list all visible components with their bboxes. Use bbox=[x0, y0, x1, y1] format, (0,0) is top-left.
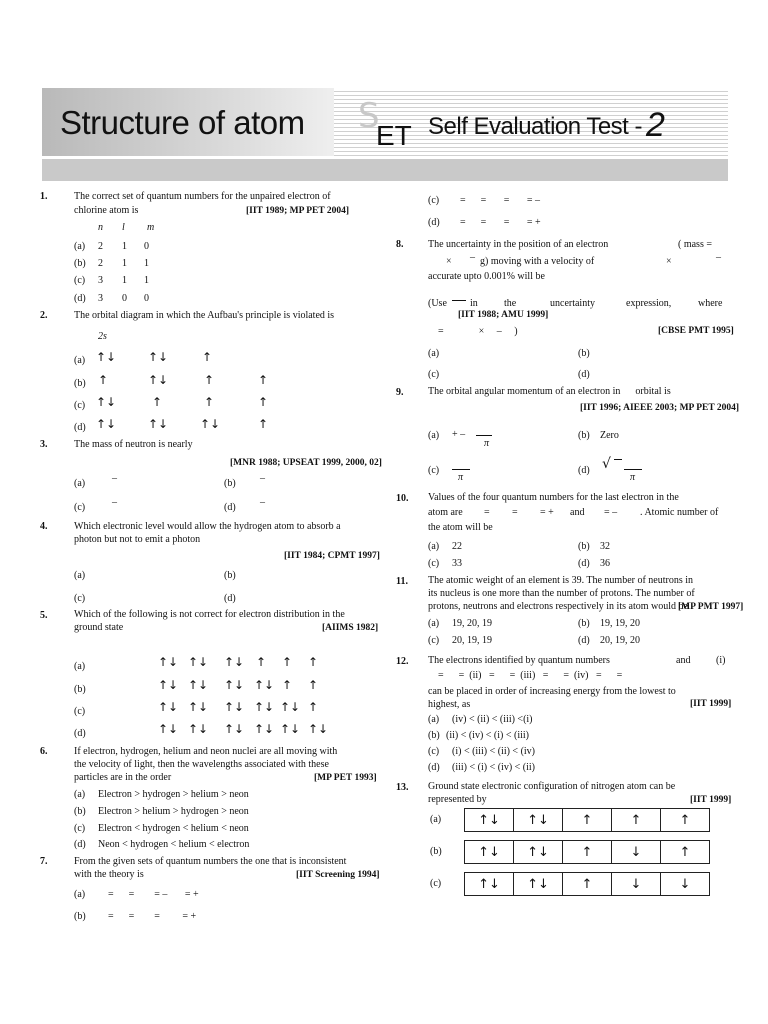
option-l: 1 bbox=[122, 275, 127, 286]
orbital-box: ↓ bbox=[612, 872, 661, 896]
option-label[interactable]: (b) bbox=[74, 258, 86, 269]
equals: = bbox=[512, 507, 518, 518]
superscript-minus: – bbox=[112, 497, 117, 508]
source-citation: [IIT Screening 1994] bbox=[296, 870, 380, 880]
question-text: represented by bbox=[428, 794, 487, 805]
option-text: Electron > hydrogen > helium > neon bbox=[98, 789, 249, 800]
orbital-box: ↓ bbox=[661, 872, 710, 896]
question-text: can be placed in order of increasing energy from the lowest to bbox=[428, 686, 676, 697]
orbital-box: ↓ bbox=[612, 840, 661, 864]
set-logo bbox=[358, 98, 428, 158]
question-text: = = (ii) = = (iii) = = (iv) = = bbox=[438, 670, 623, 681]
option-label[interactable]: (b) bbox=[74, 684, 86, 695]
option-label[interactable]: (d) bbox=[578, 369, 590, 380]
source-citation: [AIIMS 1982] bbox=[322, 623, 379, 633]
option-l: 0 bbox=[122, 293, 127, 304]
question-text: From the given sets of quantum numbers the one that is inconsistent bbox=[74, 856, 347, 867]
orbital-arrows: ↑↓ bbox=[280, 722, 301, 736]
question-text: protons, neutrons and electrons respectively in its atom would be bbox=[428, 601, 688, 612]
option-label[interactable]: (a) bbox=[74, 789, 86, 800]
orbital-head: 2s bbox=[98, 331, 107, 342]
option-text: = = = = – bbox=[460, 195, 541, 206]
option-label[interactable]: (d) bbox=[578, 635, 590, 646]
option-l: 1 bbox=[122, 241, 127, 252]
option-label[interactable]: (d) bbox=[578, 558, 590, 569]
question-text: accurate upto 0.001% will be bbox=[428, 271, 545, 282]
question-text: The orbital diagram in which the Aufbau's principle is violated is bbox=[74, 310, 335, 321]
set-logo-et: ET bbox=[376, 120, 412, 151]
question-number: 11. bbox=[396, 576, 408, 587]
superscript-minus: – bbox=[470, 252, 475, 263]
header-divider bbox=[42, 159, 728, 181]
column-head-l: l bbox=[122, 222, 125, 233]
and-text: and bbox=[676, 655, 691, 666]
question-text: The uncertainty in the position of an electron bbox=[428, 239, 609, 250]
orbital-arrows: ↑↓ bbox=[96, 350, 117, 364]
pi-symbol: π bbox=[630, 472, 636, 483]
option-label[interactable]: (d) bbox=[74, 728, 86, 739]
orbital-box: ↑↓ bbox=[464, 808, 514, 832]
test-number: 2 bbox=[646, 106, 665, 144]
option-l: 1 bbox=[122, 258, 127, 269]
orbital-arrows: ↑↓ bbox=[224, 700, 245, 714]
orbital-arrows: ↑↓ bbox=[188, 655, 209, 669]
option-label[interactable]: (d) bbox=[224, 593, 236, 604]
orbital-box: ↑↓ bbox=[514, 840, 563, 864]
orbital-arrows: ↑↓ bbox=[148, 417, 169, 431]
question-text: the bbox=[504, 298, 517, 309]
question-text: The electrons identified by quantum numbers bbox=[428, 655, 610, 666]
orbital-arrows: ↑↓ bbox=[280, 700, 301, 714]
option-label[interactable]: (a) bbox=[428, 618, 440, 629]
option-value: 19, 20, 19 bbox=[452, 618, 492, 629]
superscript-minus: – bbox=[260, 473, 265, 484]
question-number: 9. bbox=[396, 387, 404, 398]
option-n: 3 bbox=[98, 293, 103, 304]
option-text: (iv) < (ii) < (iii) <(i) bbox=[452, 714, 533, 725]
orbital-box-row bbox=[464, 808, 710, 832]
orbital-arrows: ↑↓ bbox=[148, 373, 169, 387]
option-label[interactable]: (a) bbox=[74, 241, 86, 252]
question-text: in bbox=[470, 298, 478, 309]
option-label[interactable]: (d) bbox=[74, 293, 86, 304]
fraction-bar bbox=[452, 468, 470, 470]
option-label[interactable]: (a) bbox=[428, 348, 440, 359]
orbital-arrows: ↑↓ bbox=[254, 678, 275, 692]
option-label[interactable]: (a) bbox=[74, 570, 86, 581]
equals: = – bbox=[604, 507, 618, 518]
question-text: the velocity of light, then the wavelengths associated with these bbox=[74, 759, 329, 770]
orbital-box: ↑↓ bbox=[514, 872, 563, 896]
item-label: (i) bbox=[716, 655, 726, 666]
option-text: (ii) < (iv) < (i) < (iii) bbox=[446, 730, 530, 741]
option-n: 2 bbox=[98, 241, 103, 252]
orbital-arrows: ↑ bbox=[258, 373, 269, 387]
question-text: atom are bbox=[428, 507, 463, 518]
set-logo-s: S bbox=[358, 96, 380, 136]
option-label[interactable]: (c) bbox=[74, 706, 86, 717]
orbital-arrows: ↑ bbox=[204, 395, 215, 409]
orbital-arrows: ↑ bbox=[256, 655, 267, 669]
option-value: 22 bbox=[452, 541, 462, 552]
question-text: where bbox=[698, 298, 723, 309]
option-n: 2 bbox=[98, 258, 103, 269]
source-citation: [IIT 1996; AIEEE 2003; MP PET 2004] bbox=[580, 403, 740, 413]
fraction-bar bbox=[476, 434, 492, 436]
orbital-box: ↑ bbox=[612, 808, 661, 832]
option-value: 20, 19, 20 bbox=[600, 635, 640, 646]
question-text: The orbital angular momentum of an electron in orbital is bbox=[428, 386, 671, 397]
option-text: = = = = + bbox=[460, 217, 541, 228]
orbital-box: ↑ bbox=[661, 840, 710, 864]
option-value: 20, 19, 19 bbox=[452, 635, 492, 646]
orbital-box: ↑↓ bbox=[464, 840, 514, 864]
orbital-box: ↑ bbox=[563, 840, 612, 864]
option-label[interactable]: (d) bbox=[428, 762, 440, 773]
option-label[interactable]: (d) bbox=[428, 217, 440, 228]
option-n: 3 bbox=[98, 275, 103, 286]
option-m: 0 bbox=[144, 293, 149, 304]
question-text: its nucleus is one more than the number of protons. The number of bbox=[428, 588, 695, 599]
orbital-arrows: ↑↓ bbox=[188, 722, 209, 736]
question-text: The correct set of quantum numbers for the unpaired electron of bbox=[74, 191, 331, 202]
option-label[interactable]: (a) bbox=[428, 714, 440, 725]
question-number: 4. bbox=[40, 521, 48, 532]
question-text: ( mass = bbox=[678, 239, 712, 250]
question-number: 13. bbox=[396, 782, 409, 793]
orbital-arrows: ↑↓ bbox=[254, 700, 275, 714]
orbital-arrows: ↑↓ bbox=[224, 655, 245, 669]
question-text: = × – ) bbox=[438, 326, 518, 337]
orbital-arrows: ↑↓ bbox=[308, 722, 329, 736]
option-m: 1 bbox=[144, 258, 149, 269]
option-text: Electron > helium > hydrogen > neon bbox=[98, 806, 249, 817]
option-label[interactable]: (a) bbox=[428, 430, 440, 441]
option-label[interactable]: (c) bbox=[74, 823, 86, 834]
option-label[interactable]: (b) bbox=[224, 570, 236, 581]
question-text: Which electronic level would allow the hydrogen atom to absorb a bbox=[74, 521, 341, 532]
question-text: highest, as bbox=[428, 699, 471, 710]
question-number: 1. bbox=[40, 191, 48, 202]
question-text: Which of the following is not correct for electron distribution in the bbox=[74, 609, 345, 620]
option-label[interactable]: (b) bbox=[578, 618, 590, 629]
source-citation: [IIT 1984; CPMT 1997] bbox=[284, 551, 380, 561]
fraction-bar bbox=[452, 294, 466, 301]
question-text: uncertainty bbox=[550, 298, 595, 309]
orbital-box: ↑↓ bbox=[464, 872, 514, 896]
source-citation: [IIT 1989; MP PET 2004] bbox=[246, 206, 350, 216]
option-label[interactable]: (a) bbox=[428, 541, 440, 552]
question-text: photon but not to emit a photon bbox=[74, 534, 201, 545]
question-text: particles are in the order bbox=[74, 772, 172, 783]
question-number: 10. bbox=[396, 493, 409, 504]
source-citation: [IIT 1999] bbox=[690, 699, 732, 709]
option-label[interactable]: (b) bbox=[578, 541, 590, 552]
sqrt-bar bbox=[614, 459, 622, 461]
option-value: 32 bbox=[600, 541, 610, 552]
orbital-arrows: ↑ bbox=[282, 678, 293, 692]
question-number: 7. bbox=[40, 856, 48, 867]
option-label[interactable]: (c) bbox=[428, 746, 440, 757]
superscript-minus: – bbox=[260, 497, 265, 508]
option-value: + – bbox=[452, 429, 466, 440]
question-text: Ground state electronic configuration of nitrogen atom can be bbox=[428, 781, 676, 792]
question-text: g) moving with a velocity of bbox=[480, 256, 595, 267]
orbital-arrows: ↑ bbox=[98, 373, 109, 387]
column-head-n: n bbox=[98, 222, 103, 233]
orbital-arrows: ↑↓ bbox=[158, 655, 179, 669]
source-citation: [CBSE PMT 1995] bbox=[658, 326, 734, 336]
source-citation: [MNR 1988; UPSEAT 1999, 2000, 02] bbox=[230, 458, 382, 468]
orbital-arrows: ↑ bbox=[308, 655, 319, 669]
orbital-arrows: ↑ bbox=[308, 678, 319, 692]
question-text: Values of the four quantum numbers for the last electron in the bbox=[428, 492, 679, 503]
option-label[interactable]: (a) bbox=[430, 814, 442, 825]
option-label[interactable]: (b) bbox=[74, 378, 86, 389]
option-value: 19, 19, 20 bbox=[600, 618, 640, 629]
option-label[interactable]: (c) bbox=[428, 369, 440, 380]
orbital-box: ↑ bbox=[661, 808, 710, 832]
source-citation: [IIT 1999] bbox=[690, 795, 732, 805]
option-label[interactable]: (c) bbox=[74, 275, 86, 286]
question-text: . Atomic number of bbox=[640, 507, 719, 518]
question-number: 8. bbox=[396, 239, 404, 250]
option-label[interactable]: (c) bbox=[428, 558, 440, 569]
orbital-arrows: ↑↓ bbox=[200, 417, 221, 431]
orbital-arrows: ↑ bbox=[258, 417, 269, 431]
option-label[interactable]: (b) bbox=[74, 806, 86, 817]
times-sign: × bbox=[446, 256, 452, 267]
chapter-title: Structure of atom bbox=[60, 104, 305, 141]
source-citation: [IIT 1988; AMU 1999] bbox=[458, 310, 549, 320]
question-text: If electron, hydrogen, helium and neon nuclei are all moving with bbox=[74, 746, 338, 757]
orbital-box-row bbox=[464, 840, 710, 864]
option-text: Electron < hydrogen < helium < neon bbox=[98, 823, 249, 834]
option-text: (i) < (iii) < (ii) < (iv) bbox=[452, 746, 536, 757]
option-label[interactable]: (a) bbox=[74, 478, 86, 489]
option-label[interactable]: (b) bbox=[428, 730, 440, 741]
orbital-arrows: ↑ bbox=[202, 350, 213, 364]
option-value: 36 bbox=[600, 558, 610, 569]
question-number: 5. bbox=[40, 610, 48, 621]
question-text: (Use bbox=[428, 298, 447, 309]
option-label[interactable]: (b) bbox=[578, 430, 590, 441]
option-label[interactable]: (d) bbox=[74, 422, 86, 433]
equals: = bbox=[484, 507, 490, 518]
times-sign: × bbox=[666, 256, 672, 267]
question-number: 6. bbox=[40, 746, 48, 757]
option-label[interactable]: (d) bbox=[74, 839, 86, 850]
orbital-arrows: ↑ bbox=[282, 655, 293, 669]
orbital-arrows: ↑↓ bbox=[96, 395, 117, 409]
orbital-arrows: ↑↓ bbox=[158, 678, 179, 692]
option-label[interactable]: (b) bbox=[224, 478, 236, 489]
option-m: 1 bbox=[144, 275, 149, 286]
orbital-box: ↑ bbox=[563, 872, 612, 896]
option-label[interactable]: (c) bbox=[428, 635, 440, 646]
orbital-arrows: ↑↓ bbox=[188, 700, 209, 714]
option-text: = = = = + bbox=[108, 911, 197, 922]
orbital-arrows: ↑ bbox=[204, 373, 215, 387]
question-number: 2. bbox=[40, 310, 48, 321]
option-label[interactable]: (a) bbox=[74, 661, 86, 672]
orbital-arrows: ↑↓ bbox=[254, 722, 275, 736]
test-title bbox=[428, 104, 664, 143]
option-label[interactable]: (b) bbox=[578, 348, 590, 359]
option-m: 0 bbox=[144, 241, 149, 252]
option-label[interactable]: (c) bbox=[428, 465, 440, 476]
source-citation: [MP PET 1993] bbox=[314, 773, 377, 783]
option-label[interactable]: (a) bbox=[74, 355, 86, 366]
orbital-box: ↑↓ bbox=[514, 808, 563, 832]
superscript-minus: – bbox=[716, 252, 721, 263]
question-text: with the theory is bbox=[74, 869, 144, 880]
equals: = + bbox=[540, 507, 554, 518]
fraction-bar bbox=[624, 468, 642, 470]
question-text: the atom will be bbox=[428, 522, 493, 533]
sqrt-symbol: √ bbox=[602, 456, 611, 472]
test-title-label: Self Evaluation Test - bbox=[428, 113, 643, 140]
chapter-header bbox=[42, 88, 728, 156]
orbital-arrows: ↑↓ bbox=[158, 722, 179, 736]
orbital-arrows: ↑ bbox=[152, 395, 163, 409]
question-number: 12. bbox=[396, 656, 409, 667]
option-label[interactable]: (d) bbox=[578, 465, 590, 476]
question-text: expression, bbox=[626, 298, 672, 309]
question-text: chlorine atom is bbox=[74, 205, 139, 216]
and-text: and bbox=[570, 507, 585, 518]
orbital-arrows: ↑↓ bbox=[224, 722, 245, 736]
orbital-arrows: ↑↓ bbox=[188, 678, 209, 692]
question-text: ground state bbox=[74, 622, 124, 633]
option-label[interactable]: (c) bbox=[74, 502, 86, 513]
option-label[interactable]: (c) bbox=[74, 400, 86, 411]
orbital-arrows: ↑ bbox=[308, 700, 319, 714]
option-text: Neon < hydrogen < helium < electron bbox=[98, 839, 250, 850]
pi-symbol: π bbox=[484, 438, 490, 449]
option-text: = = = – = + bbox=[108, 889, 199, 900]
question-number: 3. bbox=[40, 439, 48, 450]
option-label[interactable]: (b) bbox=[74, 911, 86, 922]
orbital-arrows: ↑ bbox=[258, 395, 269, 409]
option-label[interactable]: (c) bbox=[430, 878, 442, 889]
question-text: The mass of neutron is nearly bbox=[74, 439, 193, 450]
source-citation: [MP PMT 1997] bbox=[678, 602, 744, 612]
option-label[interactable]: (c) bbox=[428, 195, 440, 206]
option-value: 33 bbox=[452, 558, 462, 569]
option-label[interactable]: (c) bbox=[74, 593, 86, 604]
option-label[interactable]: (b) bbox=[430, 846, 442, 857]
question-text: The atomic weight of an element is 39. The number of neutrons in bbox=[428, 575, 694, 586]
orbital-box-row bbox=[464, 872, 710, 896]
column-head-m: m bbox=[147, 222, 155, 233]
orbital-arrows: ↑↓ bbox=[158, 700, 179, 714]
orbital-box: ↑ bbox=[563, 808, 612, 832]
option-label[interactable]: (d) bbox=[224, 502, 236, 513]
superscript-minus: – bbox=[112, 473, 117, 484]
orbital-arrows: ↑↓ bbox=[96, 417, 117, 431]
orbital-arrows: ↑↓ bbox=[148, 350, 169, 364]
option-text: (iii) < (i) < (iv) < (ii) bbox=[452, 762, 536, 773]
pi-symbol: π bbox=[458, 472, 464, 483]
orbital-arrows: ↑↓ bbox=[224, 678, 245, 692]
option-label[interactable]: (a) bbox=[74, 889, 86, 900]
option-value: Zero bbox=[600, 430, 619, 441]
